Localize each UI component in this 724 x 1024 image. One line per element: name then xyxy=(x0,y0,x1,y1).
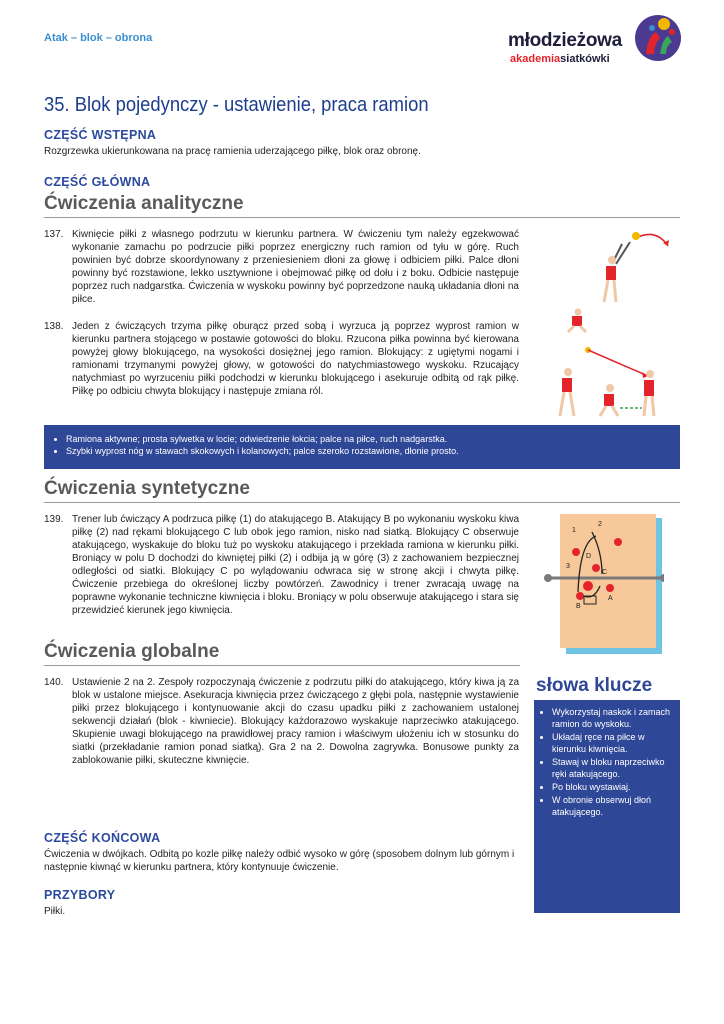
breadcrumb: Atak – blok – obrona xyxy=(44,32,153,44)
diagram-label: 3 xyxy=(566,563,570,570)
logo-subtext-a: akademia xyxy=(510,53,561,65)
exercise-number: 138. xyxy=(44,321,64,332)
logo-subtext-b: siatkówki xyxy=(560,53,610,65)
tip-item: • Szybki wyprost nóg w stawach skokowych i kolanowych; palce szeroko rozstawione, dłonie prosto. xyxy=(66,445,680,457)
keyword-item: • Po bloku wystawiaj. xyxy=(552,781,674,793)
equipment-text: Piłki. xyxy=(44,906,66,917)
intro-heading: CZĘŚĆ WSTĘPNA xyxy=(44,128,157,142)
analytic-heading: Ćwiczenia analityczne xyxy=(44,193,244,214)
diagram-label: 1 xyxy=(572,527,576,534)
main-heading: CZĘŚĆ GŁÓWNA xyxy=(44,175,151,189)
exercise-text: Trener lub ćwiczący A podrzuca piłkę (1) do atakującego B. Atakujący B po wykonaniu wyskoku kiwa piłkę (2) nad rękami blokującego C lub obok jego ramion, nisko nad siatką. Blokujący C obserwuje atakującego, wyskakuje do bloku tuż po wyskoku atakującego i przekłada ramiona w kierunku piłki. Broniący w polu D dochodzi do kiwniętej piłki (2) i odbija ją w górę (3) z zachowaniem bezpiecznej odległości od siatki. Blokujący C po wylądowaniu odwraca się w stronę akcji i chwyta piłkę. Ćwiczenie przebiega do określonej liczby powtórzeń. Zawodnicy i trener zwracają uwagę na poprawne wykonanie techniczne kiwnięcia i bloku. Broniący w polu obserwuje atakującego i stara się przewidzieć kierunek jego kiwnięcia. xyxy=(72,514,519,616)
logo-text: młodzieżowa xyxy=(508,30,622,51)
exercise-illustration xyxy=(548,224,680,420)
final-heading: CZĘŚĆ KOŃCOWA xyxy=(44,831,161,845)
exercise-text: Ustawienie 2 na 2. Zespoły rozpoczynają ćwiczenie z podrzutu piłki do atakującego, który kiwa ją za blok w ustalone miejsce. Asekuracja kiwnięcia przez ćwiczącego z głębi pola, następnie wystawienie piłki przez blokującego i kontynuowanie akcji do czasu upadku piłki z zachowaniem ustalonej sekwencji działań (blok - kiwniecie). Blokujący każdorazowo wyskakuje naprzeciwko atakującego. Skupienie uwagi blokującego na prawidłowej pracy ramion i właściwym ułożeniu ich w stosunku do siatki (przekładanie ramion ponad siatką). Gra 2 na 2. Dowolna zagrywka. Bonusowe punkty za zablokowanie piłki, skuteczne kiwnięcie. xyxy=(72,677,519,766)
diagram-label: 2 xyxy=(598,521,602,528)
keyword-item: • W obronie obserwuj dłoń atakującego. xyxy=(552,794,674,818)
exercise-item xyxy=(44,676,519,786)
tip-item: • Ramiona aktywne; prosta sylwetka w locie; odwiedzenie łokcia; palce na piłce, ruch nadgarstka. xyxy=(66,433,680,445)
court-diagram xyxy=(540,512,664,654)
intro-text: Rozgrzewka ukierunkowana na pracę ramienia uderzającego piłkę, blok oraz obronę. xyxy=(44,146,421,157)
diagram-label: D xyxy=(586,553,592,560)
keyword-item: • Układaj ręce na piłce w kierunku kiwnięcia. xyxy=(552,731,674,755)
diagram-label: C xyxy=(602,569,608,576)
diagram-label: A xyxy=(608,595,613,602)
tips-box xyxy=(44,425,680,469)
page-title: 35. Blok pojedynczy - ustawienie, praca ramion xyxy=(44,94,429,116)
exercise-text: Kiwnięcie piłki z własnego podrzutu w kierunku partnera. W ćwiczeniu tym należy egzekwować wykonanie zamachu po podrzucie piłki poprzez energiczny ruch ramion od tyłu w górę. Ruch powinien być dobrze skoordynowany z przeniesieniem dłoni za głowę i odbiciem piłki. Palce dłoni powinny być rozstawione, lekko usztywnione i obejmować piłkę od dołu i z boku. Odbicie następuje poprzez ruch nadgarstka. Ćwiczenia w wyskoku powinny być poprzedzone nauką układania dłoni na piłce. xyxy=(72,229,519,305)
exercise-number: 139. xyxy=(44,514,64,525)
diagram-label: B xyxy=(576,603,581,610)
keywords-box xyxy=(534,700,680,913)
exercise-item xyxy=(44,320,519,415)
divider xyxy=(44,217,680,218)
divider xyxy=(44,502,680,503)
exercise-number: 140. xyxy=(44,677,64,688)
exercise-text: Jeden z ćwiczących trzyma piłkę oburącz przed sobą i wyrzuca ją poprzez wyprost ramion w kierunku partnera stojącego w postawie gotowości do bloku. Rzucona piłka powinna być kierowana powyżej głowy blokującego, na wysokości dosiężnej jego ramion. Blokujący: z ugiętymi nogami i ramionami trzymanymi powyżej głowy, w gotowości do natychmiastowego wyskoku. Rzucający natychmiast po wyrzuceniu piłki podchodzi w kierunku blokującego i asekuruje odbitą od rąk piłkę. Piłkę po odbiciu chwyta blokujący i następuje zmiana ról. xyxy=(72,321,519,397)
exercise-number: 137. xyxy=(44,229,64,240)
exercise-item xyxy=(44,513,519,633)
equipment-heading: PRZYBORY xyxy=(44,888,116,902)
logo-icon xyxy=(634,14,682,62)
synthetic-heading: Ćwiczenia syntetyczne xyxy=(44,478,250,499)
keyword-item: • Stawaj w bloku naprzeciwko ręki atakującego. xyxy=(552,756,674,780)
global-heading: Ćwiczenia globalne xyxy=(44,641,220,662)
logo-subtext xyxy=(510,53,610,65)
exercise-item xyxy=(44,228,519,308)
keyword-item: • Wykorzystaj naskok i zamach ramion do wyskoku. xyxy=(552,706,674,730)
divider xyxy=(44,665,520,666)
keywords-title: słowa klucze xyxy=(536,675,653,696)
final-text: Ćwiczenia w dwójkach. Odbitą po kozle piłkę należy odbić wysoko w górę (sposobem dolnym lub górnym i następnie kiwnąć w kierunku partnera, który kontynuuje ćwiczenie. xyxy=(44,849,515,873)
